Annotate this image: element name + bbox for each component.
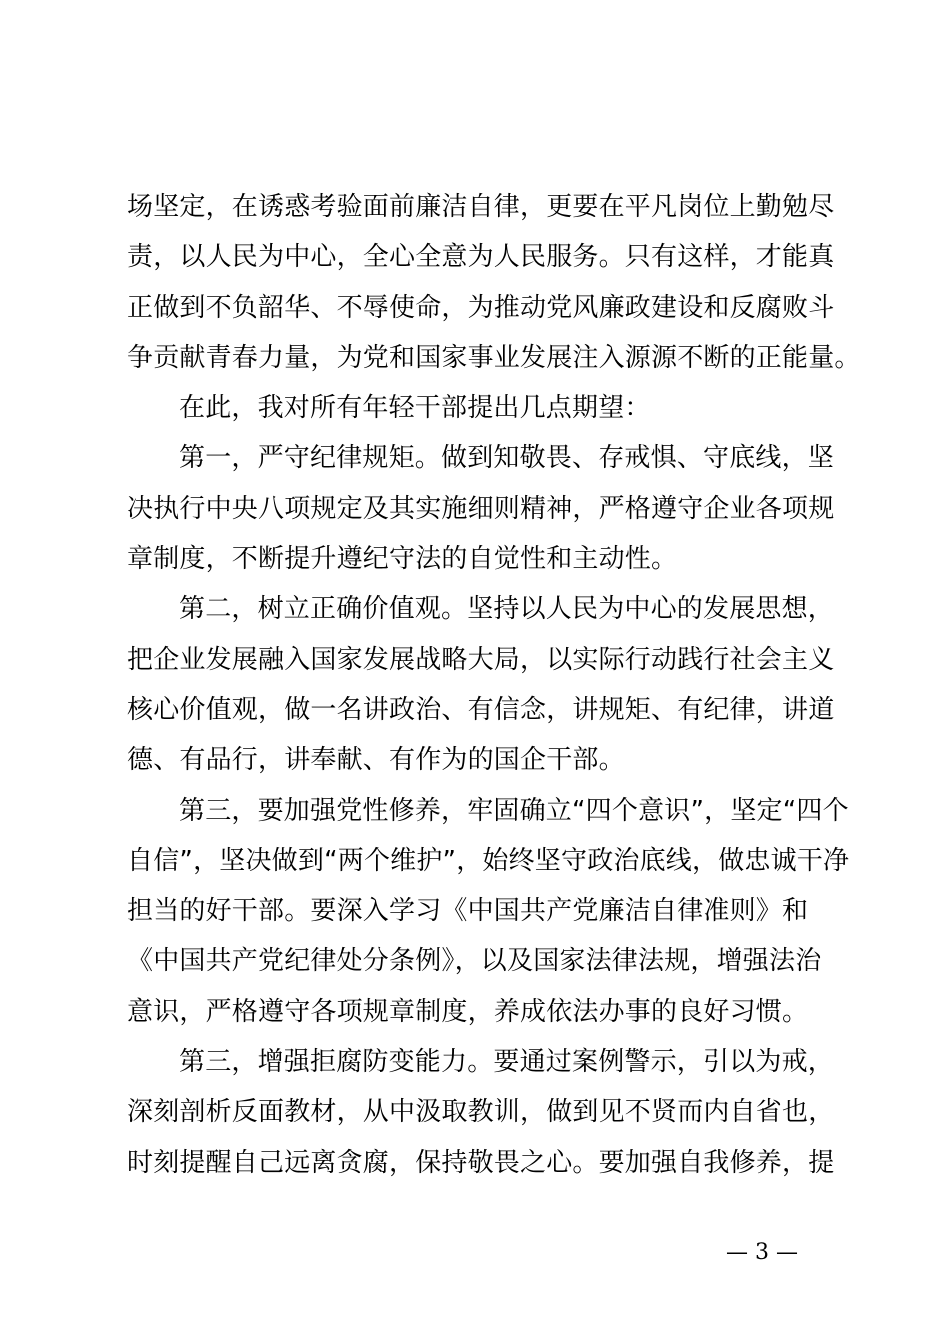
text-line: 决执行中央八项规定及其实施细则精神，严格遵守企业各项规 (127, 493, 835, 524)
text-line: 《中国共产党纪律处分条例》，以及国家法律法规，增强法治 (127, 946, 822, 977)
text-line: 意识，严格遵守各项规章制度，养成依法办事的良好习惯。 (127, 996, 809, 1027)
text-line: 深刻剖析反面教材，从中汲取教训，做到见不贤而内自省也， (127, 1097, 835, 1128)
paragraph-first-line: 第二，树立正确价值观。坚持以人民为中心的发展思想， (179, 594, 835, 625)
text-line: 把企业发展融入国家发展战略大局，以实际行动践行社会主义 (127, 644, 835, 675)
text-line: 正做到不负韶华、不辱使命，为推动党风廉政建设和反腐败斗 (127, 292, 835, 323)
body-text (127, 182, 861, 1188)
paragraph-first-line: 第一，严守纪律规矩。做到知敬畏、存戒惧、守底线，坚 (179, 443, 835, 474)
paragraph-first-line: 第三，增强拒腐防变能力。要通过案例警示，引以为戒， (179, 1047, 835, 1078)
text-line: 自信”，坚决做到“两个维护”，始终坚守政治底线，做忠诚干净 (127, 845, 850, 876)
text-line: 担当的好干部。要深入学习《中国共产党廉洁自律准则》和 (127, 896, 809, 927)
text-line: 责，以人民为中心，全心全意为人民服务。只有这样，才能真 (127, 242, 835, 273)
text-line: 场坚定，在诱惑考验面前廉洁自律，更要在平凡岗位上勤勉尽 (127, 192, 835, 222)
text-line: 德、有品行，讲奉献、有作为的国企干部。 (127, 745, 625, 776)
text-line: 争贡献青春力量，为党和国家事业发展注入源源不断的正能量。 (127, 342, 861, 373)
text-line: 核心价值观，做一名讲政治、有信念，讲规矩、有纪律，讲道 (127, 694, 835, 725)
text-line: 章制度，不断提升遵纪守法的自觉性和主动性。 (127, 544, 678, 575)
page-number: — 3 — (726, 1240, 798, 1265)
paragraph-first-line: 第三，要加强党性修养，牢固确立“四个意识”，坚定“四个 (179, 795, 849, 826)
paragraph-first-line: 在此，我对所有年轻干部提出几点期望： (179, 393, 651, 424)
text-line: 时刻提醒自己远离贪腐，保持敬畏之心。要加强自我修养，提 (127, 1147, 835, 1178)
